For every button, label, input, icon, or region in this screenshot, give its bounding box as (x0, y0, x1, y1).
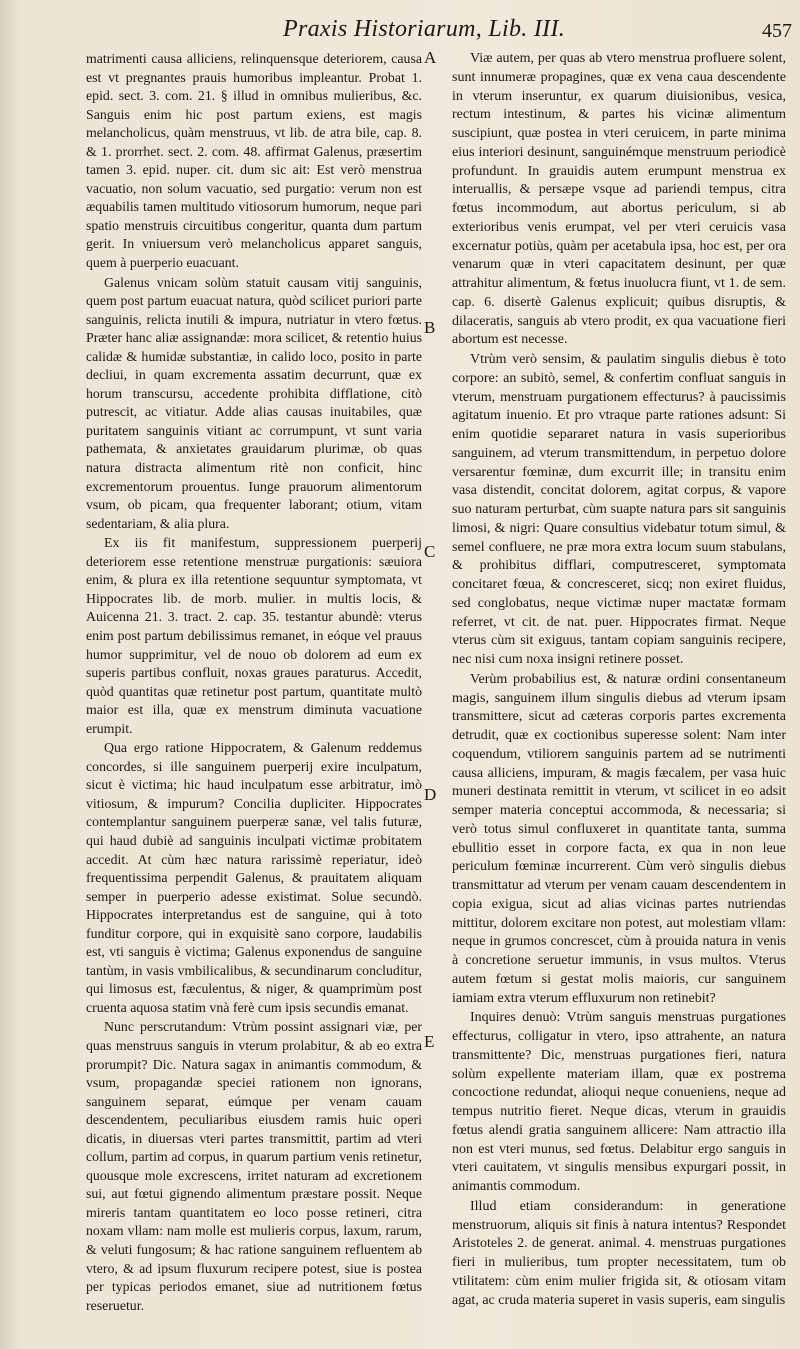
paragraph: matrimenti causa alliciens, relinquensque deteriorem, causa est vt pregnantes prauis humoribus impleantur. Probat 1. epid. sect. 3. com. 21. § illud in omnibus mulieribus, &c. Sanguis enim hic post partum exiens, est magis melancholicus, quàm menstruus, vt lib. de atra bile, cap. 8. & 1. prorrhet. sect. 2. com. 48. affirmat Galenus, præsertim tamen 3. epid. nuper. cit. dum sic ait: Est verò menstrua vacuatio, non solum vacuatio, sed purgatio: verum non est æquabilis tamen multitudo vitiosorum humorum, neque pari spatio menstruis circuitibus congeritur, quanta dum partum gerit. In vniuersum verò melancholicus apparet sanguis, quem à puerperio euacuant. (86, 51, 422, 271)
right-column (452, 50, 786, 1310)
margin-letter-e: E (424, 1032, 435, 1051)
paragraph: Ex iis fit manifestum, suppressionem puerperij deteriorem esse retentione menstruæ purgationis: sæuiora enim, & plura ex illa retentione sequuntur symptomata, vt Hippocrates lib. de morb. mulier. in multis locis, & Auicenna 21. 3. tract. 2. cap. 35. testantur abundè: vterus enim post partum debilissimus remanet, in eóque vel prauus humor supprimitur, vel de nouo ob dolorem ad eum ex superis partibus confluit, noxas graues paraturus. Accedit, quòd quantitas quæ retinetur post partum, quantitate multò maior est illa, quæ ex menstrum diminuta vacuatione erumpit. (86, 535, 422, 736)
margin-letter-c: C (424, 542, 436, 561)
paragraph: Verùm probabilius est, & naturæ ordini consentaneum magis, sanguinem illum singulis diebus ad vterum ipsam transmittere, sicut ad cæteras corporis partes excrementa detrudit, quæ ex coctionibus superesse solent: Nam inter coquendum, vtiliorem sanguinis partem ad se nutrimenti causa alliciens, impuram, & magis fæcalem, per vasa huic muneri destinata remittit in vterum, vt scilicet in eo adsit semper materia conceptui accommoda, & necessaria; si verò totus simul confluxeret in quantitate tanta, summa ebullitio esset in corpore facta, ex qua in non leue periculum fœminæ incurrerent. Cùm verò singulis diebus transmittatur ad vterum per venam cauam descendentem in copia exigua, sicut ad alias vicinas partes nutriendas mittitur, dolorem excitare non potest, aut molestiam vllam: neque in grumos concrescet, cùm à prouida natura in venis à concretione seruetur immunis, in vsus multos. Vterus autem fœtum si gestat molis maioris, cur sanguinem iamiam extra vterum effluxurum non retinebit? (452, 671, 786, 1006)
paragraph: Viæ autem, per quas ab vtero menstrua profluere solent, sunt innumeræ propagines, quæ ex vena caua descendente in vterum inseruntur, ex quarum diuisionibus, vesica, rectum intestinum, & partes his vicinæ alimentum suscipiunt, quæ postea in vteri ceruicem, in parte minima eius interiori desinunt, sanguinémque menstruum periodicè profundunt. In grauidis autem erumpunt menstrua ex interuallis, & persæpe vsque ad pariendi tempus, citra fœtus incommodum, aut abortus periculum, si ab exterioribus venis erumpat, vel per vteri ceruicis vasa excernatur potiùs, quàm per acetabula ipsa, hoc est, per ora venarum quæ in vteri capacitatem desinunt, per quæ attrahitur alimentum, & fœtus inuolucra fiunt, vt 1. de sem. cap. 6. disertè Galenus explicuit; quibus disruptis, & dilaceratis, sanguis ab vtero prodit, ex qua vacuatione fieri abortum est necesse. (452, 51, 786, 348)
paragraph: Vtrùm verò sensim, & paulatim singulis diebus è toto corpore: an subitò, semel, & confertim confluat sanguis in vterum, menstruam purgationem effecturus? à paucissimis agitatum inuenio. Et pro vtraque parte rationes adsunt: Si enim quotidie separaret natura in vasis superioribus sanguinem, ad vterum transmittendum, in perpetuo dolore versarentur fœminæ, dum excurrit ille; in transitu enim vasa distendit, concitat dolorem, agitat corpus, & vapore suo naturam perturbat, cùm suapte natura pars sit sanguinis limosi, & nigri: Quare consultius videbatur totum simul, & semel confluere, ne præ mora extra locum suum stabulans, & prohibitus difflari, computresceret, symptomata concitaret fœua, & concresceret, sicq; non exiret fluidus, sed conglobatus, neque victimæ nuper mactatæ formam referret, vt cit. de nat. puer. Hippocrates firmat. Neque vterus cùm sit exiguus, tantam copiam sanguinis recipere, nec nisi cum noxa insigni retinere posset. (452, 352, 786, 667)
paragraph: Galenus vnicam solùm statuit causam vitij sanguinis, quem post partum euacuat natura, quòd scilicet puriori parte sanguinis, relicta inutili & impura, nutriatur in vtero fœtus. Præter hanc aliæ assignandæ: mora scilicet, & retentio huius calidæ & humidæ substantiæ, in calido loco, posito in parte decliui, in quam excrementa assatim decurrunt, quæ ex horum transcursu, accedente prohibita difflatione, citò putrescit, ac vitiatur. Adde alias causas inuitabiles, quæ puritatem sanguinis vitiant ac corrumpunt, vt sunt varia pathemata, & anxietates grauidarum plurimæ, ob quas natura distracta alimentum ritè non conficit, hinc excrementorum prouentus. Iunge prauorum alimentorum vsum, ob picam, qua frequenter laborant; otium, vitam sedentariam, & alia plura. (86, 274, 422, 531)
margin-letter-a: A (424, 48, 437, 67)
paragraph: Qua ergo ratione Hippocratem, & Galenum reddemus concordes, si ille sanguinem puerperij exire inculpatum, sicut è victima; hic haud inculpatum esse arbitratur, imò vitiosum, & impurum? Concilia dupliciter. Hippocrates contemplantur sanguinem puerperæ sanæ, vel talis futuræ, qui haud dubiè ad sanguinis inculpati victimæ probitatem accedit. At cùm hæc natura rarissimè reperiatur, ideò frequentissima perpendit Galenus, & prauitatem aliquam semper in puerperio adesse existimat. Solue secundò. Hippocrates interpretandus est de sanguine, qui à toto funditur corpore, qui in exquisitè sano corpore, laudabilis est, vti sanguis è victima; Galenus exponendus de sanguine tantùm, in vasis vmbilicalibus, & secundinarum concluditur, qui limosus est, fæculentus, & niger, & quamprimùm post cruenta aquosa statim vnà ferè cum ipsis secundis emanat. (86, 740, 422, 1015)
running-head: Praxis Historiarum, Lib. III. (283, 16, 566, 42)
margin-letter-b: B (424, 318, 436, 337)
paragraph: Illud etiam considerandum: in generatione menstruorum, aliquis sit finis à natura intentus? Respondet Aristoteles 2. de generat. animal. 4. menstruas purgationes fieri in mulieribus, tum propter necessitatem, tum ob vtilitatem: cùm enim mulier frigida sit, & otiosam vitam agat, ac cruda materia superet in vasis superis, eam singulis (452, 1198, 786, 1308)
margin-letter-d: D (424, 785, 437, 804)
paragraph: Nunc perscrutandum: Vtrùm possint assignari viæ, per quas menstruus sanguis in vterum prolabitur, & ab eo extra prorumpit? Dic. Natura sagax in animantis commodum, & vsum, propagandæ speciei rationem non ignorans, sanguinem separat, eúmque per venam cauam descendentem, peculiaribus eiusdem ramis huic operi dicatis, in diuersas vteri partes transmittit, partim ad vteri collum, partim ad corpus, in quarum partium venis retinetur, quousque mole excrescens, irritet naturam ad excretionem sui, aut fœtui gignendo alimentum præstare possit. Neque mireris tantam quantitatem eo loco posse retineri, citra noxam vllam: nam molle est mulieris corpus, laxum, rarum, & veluti fungosum; & hac ratione sanguinem refluentem ab vtero, & ad ipsum fluxurum recipere potest, siue is postea per typicas periodos emanet, siue ad nutritionem fœtus reseruetur. (86, 1019, 422, 1313)
paragraph: Inquires denuò: Vtrùm sanguis menstruas purgationes effecturus, colligatur in vtero, ipso attrahente, an natura transmittente? Dic, menstruas purgationes fieri, natura solùm expellente materiam illam, quæ ex postrema concoctione redundat, alioqui neque conueniens, neque ad tempus nutritio fieret. Neque dicas, vterum in grauidis fœtus alendi gratia sanguinem allicere: Nam attractio illa non est vteri munus, sed fœtus. Delabitur ergo sanguis in vteri cauitatem, vt singulis mensibus expurgari possit, in animantis commodum. (452, 1010, 786, 1194)
left-column (86, 50, 422, 1315)
page-header (0, 14, 800, 50)
page-number: 457 (762, 20, 792, 42)
